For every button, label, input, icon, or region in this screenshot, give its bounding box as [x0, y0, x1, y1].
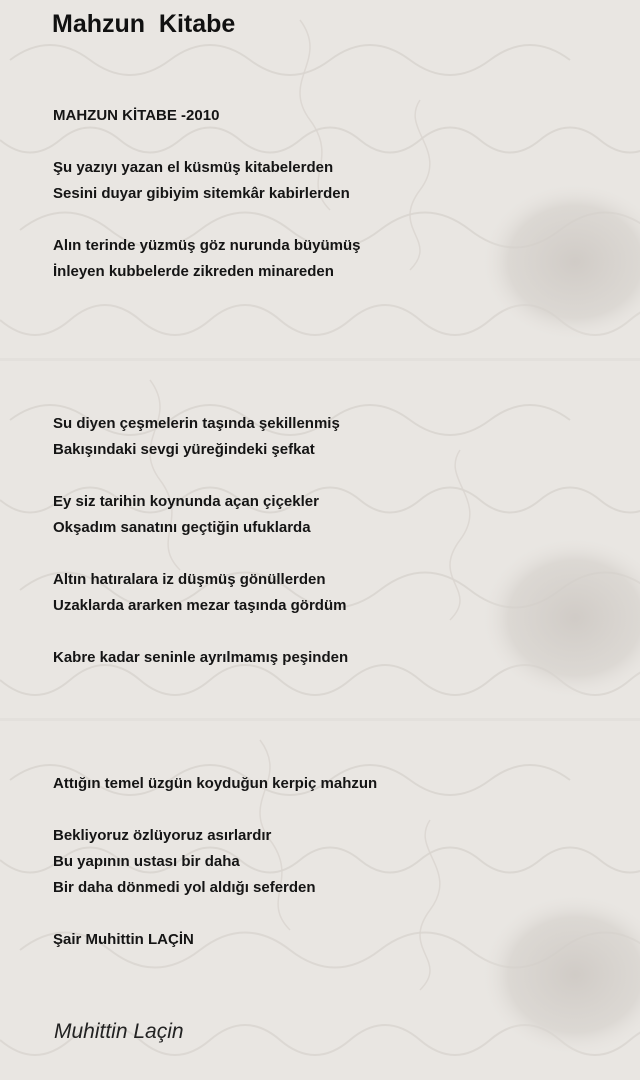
poem-line: Altın hatıralara iz düşmüş gönüllerden — [53, 571, 326, 588]
poem-line: Alın terinde yüzmüş göz nurunda büyümüş — [53, 237, 361, 254]
poem-line: Bekliyoruz özlüyoruz asırlardır — [53, 827, 272, 844]
poem-line: Attığın temel üzgün koyduğun kerpiç mahzun — [53, 775, 378, 792]
poem-heading: MAHZUN KİTABE -2010 — [53, 107, 220, 124]
page-title: Mahzun Kitabe — [52, 10, 236, 38]
poem-line: Bakışındaki sevgi yüreğindeki şefkat — [53, 441, 315, 458]
poem-line: Okşadım sanatını geçtiğin ufuklarda — [53, 519, 311, 536]
poem-line: Ey siz tarihin koynunda açan çiçekler — [53, 493, 319, 510]
poem-line: Sesini duyar gibiyim sitemkâr kabirlerden — [53, 185, 350, 202]
poem-line: Su diyen çeşmelerin taşında şekillenmiş — [53, 415, 340, 432]
poem-line: İnleyen kubbelerde zikreden minareden — [53, 263, 334, 280]
poem-signature: Şair Muhittin LAÇİN — [53, 931, 194, 948]
author-name: Muhittin Laçin — [54, 1020, 184, 1043]
poem-line: Bu yapının ustası bir daha — [53, 853, 240, 870]
poem-line: Kabre kadar seninle ayrılmamış peşinden — [53, 649, 349, 666]
poem-line: Şu yazıyı yazan el küsmüş kitabelerden — [53, 159, 334, 176]
poem-line: Uzaklarda ararken mezar taşında gördüm — [53, 597, 347, 614]
poem-line: Bir daha dönmedi yol aldığı seferden — [53, 879, 316, 896]
